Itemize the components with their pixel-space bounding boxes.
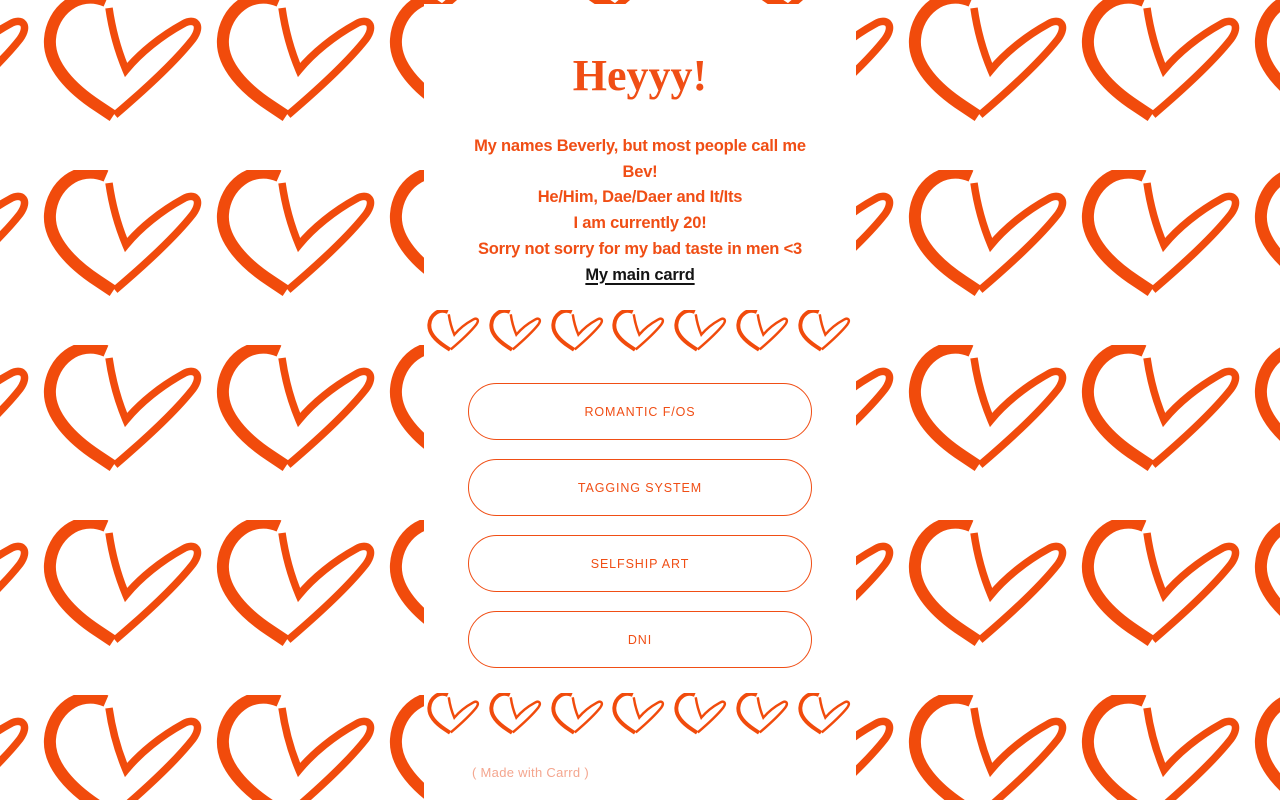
brush-heart-icon (611, 693, 668, 739)
brush-heart-icon (1251, 695, 1280, 800)
brush-heart-icon (1078, 170, 1251, 310)
bio-line: Sorry not sorry for my bad taste in men <3 (478, 239, 802, 258)
brush-heart-icon (735, 693, 792, 739)
bio-line: He/Him, Dae/Daer and It/Its (537, 188, 743, 207)
brush-heart-icon (550, 310, 607, 356)
brush-heart-icon (905, 345, 1078, 485)
button-romantic-f-os[interactable]: ROMANTIC F/OS (468, 383, 812, 440)
top-heart-divider-clipped (424, 0, 856, 4)
bio-line: My names Beverly, but most people call me (474, 137, 806, 155)
bio-text (424, 134, 856, 288)
brush-heart-icon (905, 0, 1078, 135)
heart-divider-bottom (426, 693, 854, 739)
brush-heart-icon (713, 0, 856, 4)
brush-heart-icon (1251, 0, 1280, 135)
brush-heart-icon (0, 170, 40, 310)
brush-heart-icon (213, 0, 386, 135)
brush-heart-icon (1251, 345, 1280, 485)
bio-line: Bev! (622, 162, 658, 181)
brush-heart-icon (1078, 695, 1251, 800)
brush-heart-icon (1251, 170, 1280, 310)
button-tagging-system[interactable]: TAGGING SYSTEM (468, 459, 812, 516)
brush-heart-icon (611, 310, 668, 356)
brush-heart-icon (1251, 520, 1280, 660)
brush-heart-icon (905, 170, 1078, 310)
brush-heart-icon (735, 310, 792, 356)
brush-heart-icon (488, 693, 545, 739)
brush-heart-icon (40, 0, 213, 135)
link-buttons (424, 383, 856, 668)
button-dni[interactable]: DNI (468, 611, 812, 668)
heart-divider-top (426, 310, 854, 356)
bio-lines (424, 134, 856, 263)
made-with-carrd-link[interactable]: ( Made with Carrd ) (472, 765, 589, 781)
main-carrd-link[interactable]: My main carrd (585, 265, 695, 284)
bio-link-line (424, 263, 856, 289)
brush-heart-icon (40, 520, 213, 660)
brush-heart-icon (540, 0, 713, 4)
content-column (424, 0, 856, 800)
brush-heart-icon (488, 310, 545, 356)
brush-heart-icon (426, 693, 483, 739)
brush-heart-icon (1078, 345, 1251, 485)
brush-heart-icon (424, 0, 540, 4)
button-selfship-art[interactable]: SELFSHIP ART (468, 535, 812, 592)
brush-heart-icon (40, 695, 213, 800)
brush-heart-icon (797, 693, 854, 739)
brush-heart-icon (905, 520, 1078, 660)
brush-heart-icon (673, 693, 730, 739)
brush-heart-icon (1078, 0, 1251, 135)
page-title: Heyyy! (572, 51, 708, 100)
brush-heart-icon (673, 310, 730, 356)
brush-heart-icon (905, 695, 1078, 800)
brush-heart-icon (213, 695, 386, 800)
brush-heart-icon (213, 170, 386, 310)
brush-heart-icon (0, 0, 40, 135)
brush-heart-icon (213, 345, 386, 485)
brush-heart-icon (40, 170, 213, 310)
brush-heart-icon (0, 520, 40, 660)
brush-heart-icon (1078, 520, 1251, 660)
brush-heart-icon (0, 695, 40, 800)
brush-heart-icon (213, 520, 386, 660)
brush-heart-icon (426, 310, 483, 356)
brush-heart-icon (550, 693, 607, 739)
bio-line: I am currently 20! (573, 214, 707, 233)
brush-heart-icon (0, 345, 40, 485)
brush-heart-icon (797, 310, 854, 356)
brush-heart-icon (40, 345, 213, 485)
